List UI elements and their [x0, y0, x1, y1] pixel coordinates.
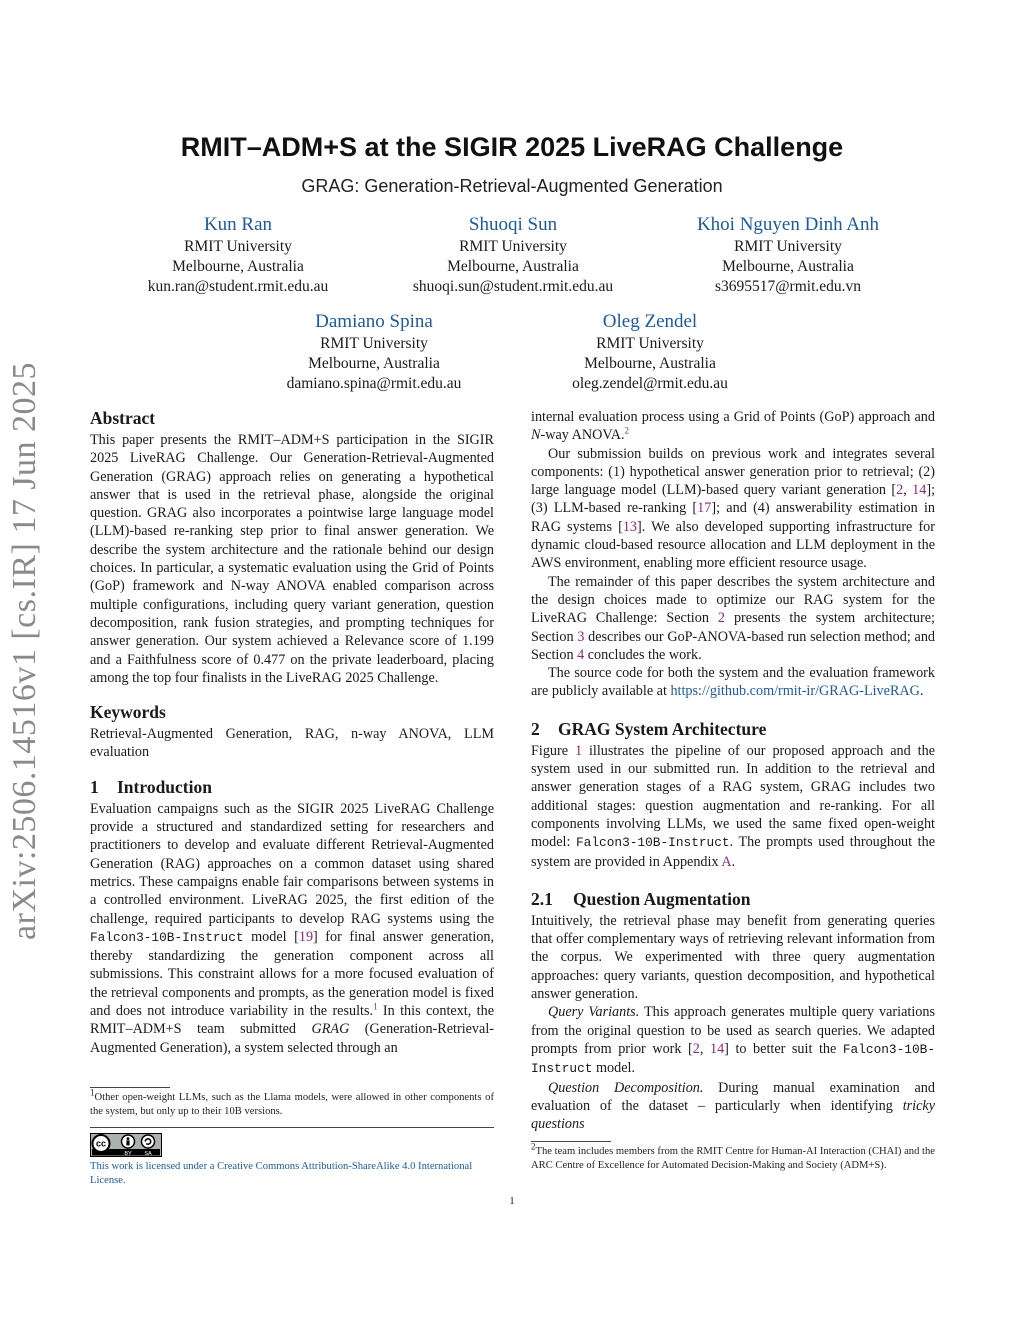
text-run: model [	[243, 928, 299, 945]
text-run: Our submission builds on previous work and integrates several components: (1) hypothetical answer generation prior to retrieval; (2) large language model (LLM)-based query variant generation [	[531, 445, 935, 499]
author-name[interactable]: Kun Ran	[203, 214, 273, 235]
citation-link[interactable]: 2	[896, 482, 904, 499]
text-run: .	[731, 853, 736, 870]
author-name[interactable]: Shuoqi Sun	[468, 214, 558, 235]
figure-link[interactable]: 1	[574, 742, 583, 759]
citation-link[interactable]: 14	[709, 1040, 725, 1057]
author-email: kun.ran@student.rmit.edu.au	[147, 278, 329, 295]
keywords-text: Retrieval-Augmented Generation, RAG, n-way ANOVA, LLM evaluation	[90, 726, 494, 761]
text-run: describes our GoP-ANOVA-based run selection method; and Section	[531, 628, 936, 663]
author-location: Melbourne, Australia	[308, 355, 440, 372]
footnote-rule	[90, 1087, 170, 1088]
system-name: GRAG	[311, 1021, 350, 1038]
text-run: -way ANOVA.	[540, 427, 625, 444]
text-run: Evaluation campaigns such as the SIGIR 2025 LiveRAG Challenge provide a structured and standardized setting for researchers and practitioners to develop and evaluate different Retrieval-Augmented Generation (RAG) approaches on a common dataset using shared metrics. These campaigns enable fair comparisons between systems in a controlled environment. LiveRAG 2025, the first edition of the challenge, required participants to develop RAG systems using the	[90, 800, 494, 927]
footnote-rule	[531, 1141, 611, 1142]
abstract-heading: Abstract	[90, 408, 156, 428]
model-name: Falcon3-10B-Instruct	[531, 1041, 936, 1077]
author-email: damiano.spina@rmit.edu.au	[286, 375, 462, 392]
paper-subtitle: GRAG: Generation-Retrieval-Augmented Generation	[301, 176, 723, 196]
footnote-text: The team includes members from the RMIT Centre for Human-AI Interaction (CHAI) and the ARC Centre of Excellence for Automated Decision-Making and Society (ADM+S).	[531, 1146, 935, 1171]
author-affiliation: RMIT University	[320, 335, 428, 352]
author-affiliation: RMIT University	[459, 238, 567, 255]
text-run: ]. We also developed supporting infrastructure for dynamic cloud-based resource allocation and LLM deployment in the AWS environment, enabling more efficient resource usage.	[531, 518, 935, 572]
text-run: ]; and (4) answerability estimation in RAG systems [	[531, 500, 936, 535]
text-run: ]; (3) LLM-based re-ranking [	[531, 482, 936, 517]
text-run: Figure	[531, 742, 575, 759]
license-link[interactable]: This work is licensed under a Creative Commons Attribution-ShareAlike 4.0 International License.	[90, 1161, 473, 1186]
keywords-heading: Keywords	[90, 702, 166, 723]
text-run: presents the system architecture; Section	[531, 610, 935, 645]
cc-by-sa-badge[interactable]	[90, 1133, 162, 1157]
text-run: The source code for both the system and the evaluation framework are publicly available at	[531, 665, 935, 700]
intro-paragraph	[531, 664, 935, 701]
intro-paragraph	[531, 445, 935, 573]
intro-paragraph	[531, 573, 935, 664]
section-heading-question-augmentation	[531, 888, 935, 910]
author-name[interactable]: Damiano Spina	[315, 311, 433, 332]
emphasis: tricky questions	[531, 1097, 935, 1133]
text-run: model.	[592, 1060, 635, 1077]
author-block	[383, 213, 643, 297]
section-heading-introduction	[90, 776, 494, 798]
section-link[interactable]: 2	[717, 610, 725, 627]
paragraph-label: Query Variants.	[548, 1004, 640, 1021]
section-link[interactable]: 4	[577, 646, 585, 663]
section-number: 2	[531, 718, 540, 739]
text-run: In this context, the RMIT–ADM+S team submitted	[90, 1003, 494, 1038]
author-name[interactable]: Khoi Nguyen Dinh Anh	[696, 214, 880, 235]
author-location: Melbourne, Australia	[172, 258, 304, 275]
author-affiliation: RMIT University	[184, 238, 292, 255]
section-paragraph	[531, 742, 935, 871]
svg-text:BY: BY	[124, 1150, 132, 1157]
paper-title: RMIT–ADM+S at the SIGIR 2025 LiveRAG Challenge	[180, 132, 844, 162]
abstract-text: This paper presents the RMIT–ADM+S participation in the SIGIR 2025 LiveRAG Challenge. Our Generation-Retrieval-Augmented Generation (GRAG) approach relies on generating a hypothetical answer that is used in the retrieval phase, alongside the original question. GRAG also incorporates a pointwise large language model (LLM)-based re-ranking step prior to final answer generation. We describe the system architecture and the rationale behind our design choices. In particular, a systematic evaluation using the Grid of Points (GoP) framework and N-way ANOVA enabled comparison across multiple configurations, including query variant generation, question decomposition, rank fusion strategies, and prompting techniques for answer generation. Our system achieved a Relevance score of 1.199 and a Faithfulness score of 0.477 on the private leaderboard, placing among the top four finalists in the LiveRAG 2025 Challenge.	[90, 432, 494, 686]
citation-link[interactable]: 17	[697, 500, 712, 517]
section-title: GRAG System Architecture	[558, 718, 767, 739]
license-rule	[90, 1127, 494, 1128]
arxiv-identifier: arXiv:2506.14516v1 [cs.IR] 17 Jun 2025	[6, 361, 43, 940]
github-link[interactable]: https://github.com/rmit-ir/GRAG-LiveRAG	[670, 683, 920, 700]
author-affiliation: RMIT University	[596, 335, 704, 352]
text-run: The remainder of this paper describes the system architecture and the design choices made to optimize our RAG system for the LiveRAG Challenge: Section	[531, 573, 935, 627]
section-title: Question Augmentation	[573, 888, 751, 909]
text-run: internal evaluation process using a Grid of Points (GoP) approach and	[531, 409, 935, 425]
text-run: . The prompts used throughout the system are provided in Appendix	[531, 834, 935, 870]
author-email: shuoqi.sun@student.rmit.edu.au	[412, 278, 614, 295]
section-number: 2.1	[531, 888, 553, 909]
footnote	[531, 1141, 935, 1172]
section-link[interactable]: 3	[577, 628, 585, 645]
citation-link[interactable]: 13	[622, 518, 638, 535]
page-number: 1	[509, 1195, 515, 1207]
n-variable: N	[531, 427, 541, 444]
author-email: oleg.zendel@rmit.edu.au	[572, 375, 728, 392]
author-location: Melbourne, Australia	[584, 355, 716, 372]
author-location: Melbourne, Australia	[447, 258, 579, 275]
section-paragraph: Intuitively, the retrieval phase may benefit from generating queries that offer complementary ways of retrieving relevant information from the corpus. We experimented with three query augmentation approaches: query variants, question decomposition, and hypothetical answer generation.	[531, 912, 935, 1003]
author-block	[112, 213, 364, 297]
footnote-mark: 1	[90, 1087, 95, 1098]
author-name[interactable]: Oleg Zendel	[602, 311, 698, 332]
text-run: ,	[903, 482, 913, 499]
footnote-marker[interactable]: 2	[624, 425, 630, 436]
footnote-text: Other open-weight LLMs, such as the Llama models, were allowed in other components of the system, but only up to their 10B versions.	[90, 1092, 494, 1117]
text-run: During manual examination and evaluation of the dataset – particularly when identifying	[531, 1079, 935, 1114]
author-block	[668, 213, 908, 297]
text-run: ] for final answer generation, thereby standardizing the generation component across all submissions. This constraint allows for a more focused evaluation of the retrieval components and prompts, as the generation model is fixed and does not introduce variability in the results.	[90, 928, 495, 1020]
author-block	[540, 310, 760, 394]
section-paragraph	[531, 1003, 935, 1078]
author-email: s3695517@rmit.edu.vn	[714, 278, 862, 295]
model-name: Falcon3-10B-Instruct	[90, 929, 244, 945]
text-run: concludes the work.	[584, 646, 702, 663]
footnote	[90, 1087, 494, 1118]
text-run: This approach generates multiple query variations from the original question to be used as search queries. We adapted prompts from prior work [	[531, 1004, 935, 1057]
author-location: Melbourne, Australia	[722, 258, 854, 275]
footnote-mark: 2	[531, 1141, 536, 1152]
citation-link[interactable]: 19	[298, 928, 314, 945]
model-name: Falcon3-10B-Instruct	[576, 835, 730, 851]
citation-link[interactable]: 2	[692, 1040, 700, 1057]
section-paragraph	[531, 1079, 935, 1134]
text-run: (Generation-Retrieval-Augmented Generation), a system selected through an	[90, 1021, 494, 1056]
text-run: illustrates the pipeline of our proposed approach and the system used in our submitted run. In addition to the retrieval and answer generation stages of a RAG system, GRAG includes two additional stages: question augmentation and re-ranking. For all components involving LLMs, we used the same fixed open-weight model:	[531, 742, 935, 851]
section-heading-architecture	[531, 718, 935, 740]
section-title: Introduction	[117, 776, 212, 797]
svg-text:cc: cc	[95, 1138, 107, 1149]
svg-text:SA: SA	[144, 1150, 152, 1157]
citation-link[interactable]: 14	[912, 482, 927, 499]
appendix-link[interactable]: A	[721, 853, 732, 870]
text-run: .	[919, 683, 924, 700]
text-run: ] to better suit the	[724, 1040, 843, 1057]
author-block	[264, 310, 484, 394]
paragraph-label: Question Decomposition.	[548, 1079, 704, 1096]
section-number: 1	[90, 776, 99, 797]
footnote-marker[interactable]: 1	[373, 1001, 378, 1012]
left-column	[90, 407, 494, 1057]
right-column	[531, 408, 935, 1133]
intro-continuation	[531, 408, 935, 445]
text-run: ,	[699, 1040, 710, 1057]
intro-paragraph	[90, 800, 494, 1057]
author-affiliation: RMIT University	[734, 238, 842, 255]
